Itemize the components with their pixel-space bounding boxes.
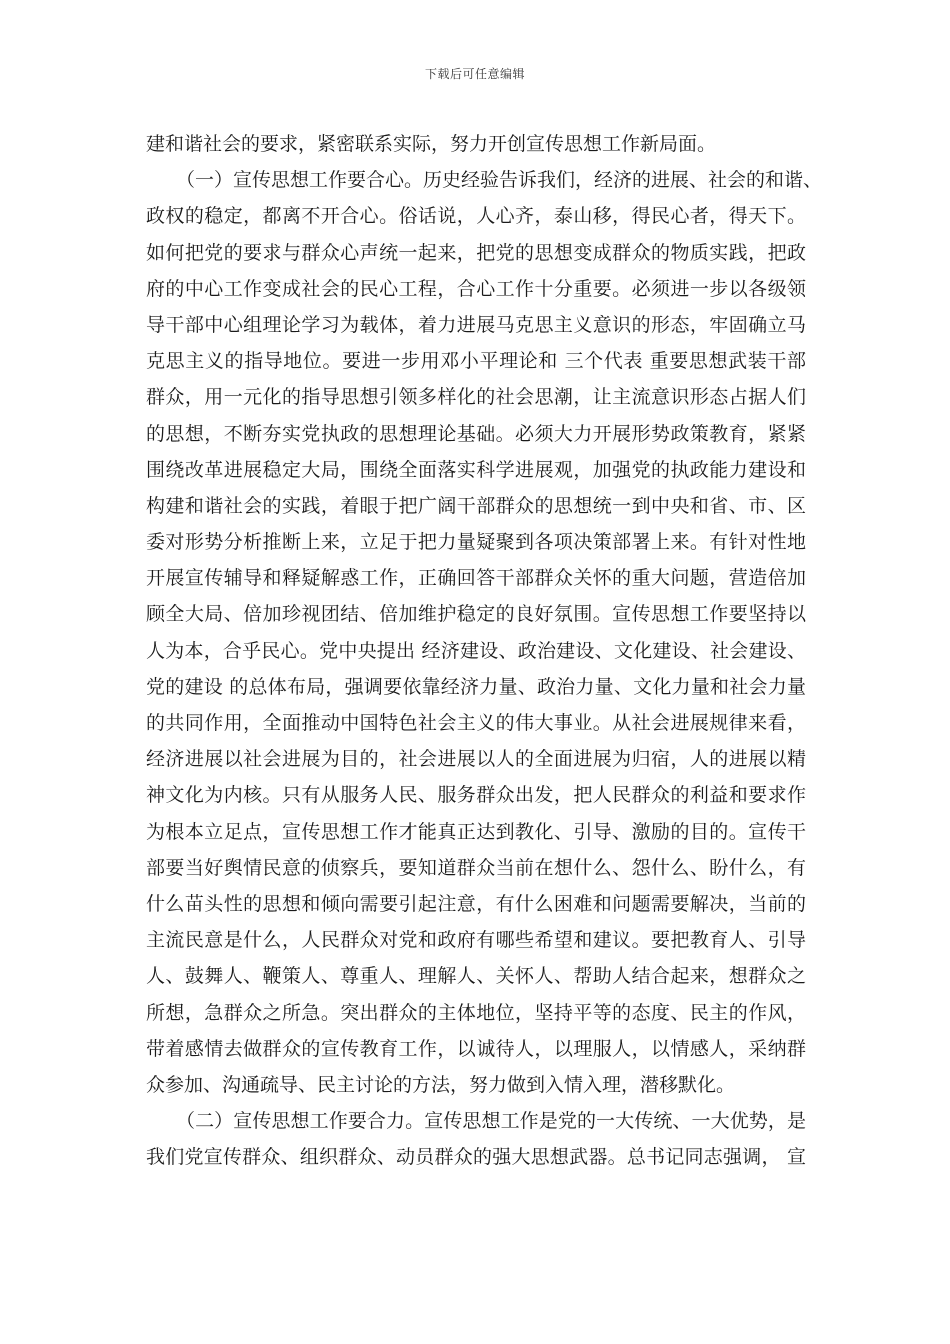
text-line: 人、鼓舞人、鞭策人、尊重人、理解人、关怀人、帮助人结合起来，想群众之 <box>146 965 806 988</box>
text-line: 导干部中心组理论学习为载体，着力进展马克思主义意识的形态，牢固确立马 <box>146 313 806 336</box>
text-line: 党的建设 的总体布局，强调要依靠经济力量、政治力量、文化力量和社会力量 <box>146 675 806 698</box>
text-line: 建和谐社会的要求，紧密联系实际，努力开创宣传思想工作新局面。 <box>146 133 717 155</box>
text-line: 如何把党的要求与群众心声统一起来，把党的思想变成群众的物质实践，把政 <box>146 241 806 264</box>
text-line: 围绕改革进展稳定大局，围绕全面落实科学进展观，加强党的执政能力建设和 <box>146 458 806 481</box>
text-line: 众参加、沟通疏导、民主讨论的方法，努力做到入情入理，潜移默化。 <box>146 1073 736 1096</box>
text-line: （一）宣传思想工作要合心。历史经验告诉我们，经济的进展、社会的和谐、 <box>176 169 823 192</box>
body-text <box>146 126 823 1175</box>
text-line: （二）宣传思想工作要合力。宣传思想工作是党的一大传统、一大优势，是 <box>176 1110 806 1133</box>
page-header: 下载后可任意编辑 <box>424 67 525 81</box>
text-line: 顾全大局、倍加珍视团结、倍加维护稳定的良好氛围。宣传思想工作要坚持以 <box>146 603 806 626</box>
text-line: 我们党宣传群众、组织群众、动员群众的强大思想武器。总书记同志强调， 宣 <box>146 1146 806 1169</box>
text-line: 群众，用一元化的指导思想引领多样化的社会思潮，让主流意识形态占据人们 <box>146 386 806 409</box>
text-line: 政权的稳定，都离不开合心。俗话说，人心齐，泰山移，得民心者，得天下。 <box>146 205 806 228</box>
text-line: 什么苗头性的思想和倾向需要引起注意，有什么困难和问题需要解决，当前的 <box>146 892 806 915</box>
text-line: 克思主义的指导地位。要进一步用邓小平理论和 三个代表 重要思想武装干部 <box>146 350 806 373</box>
text-line: 构建和谐社会的实践，着眼于把广阔干部群众的思想统一到中央和省、市、区 <box>146 494 806 517</box>
text-line: 主流民意是什么，人民群众对党和政府有哪些希望和建议。要把教育人、引导 <box>146 929 806 952</box>
text-line: 神文化为内核。只有从服务人民、服务群众出发，把人民群众的利益和要求作 <box>146 784 806 807</box>
text-line: 经济进展以社会进展为目的，社会进展以人的全面进展为归宿，人的进展以精 <box>146 748 806 771</box>
text-line: 的共同作用，全面推动中国特色社会主义的伟大事业。从社会进展规律来看， <box>146 712 806 734</box>
text-line: 府的中心工作变成社会的民心工程，合心工作十分重要。必须进一步以各级领 <box>146 277 806 300</box>
text-line: 为根本立足点，宣传思想工作才能真正达到教化、引导、激励的目的。宣传干 <box>146 820 806 843</box>
text-line: 的思想，不断夯实党执政的思想理论基础。必须大力开展形势政策教育，紧紧 <box>146 422 806 445</box>
text-line: 开展宣传辅导和释疑解惑工作，正确回答干部群众关怀的重大问题，营造倍加 <box>146 567 806 590</box>
text-line: 带着感情去做群众的宣传教育工作，以诚待人，以理服人，以情感人，采纳群 <box>146 1037 806 1060</box>
text-line: 所想，急群众之所急。突出群众的主体地位，坚持平等的态度、民主的作风， <box>146 1001 806 1024</box>
text-line: 人为本，合乎民心。党中央提出 经济建设、政治建设、文化建设、社会建设、 <box>146 639 806 662</box>
text-line: 部要当好舆情民意的侦察兵，要知道群众当前在想什么、怨什么、盼什么，有 <box>146 856 806 879</box>
text-line: 委对形势分析推断上来，立足于把力量疑聚到各项决策部署上来。有针对性地 <box>146 531 806 554</box>
